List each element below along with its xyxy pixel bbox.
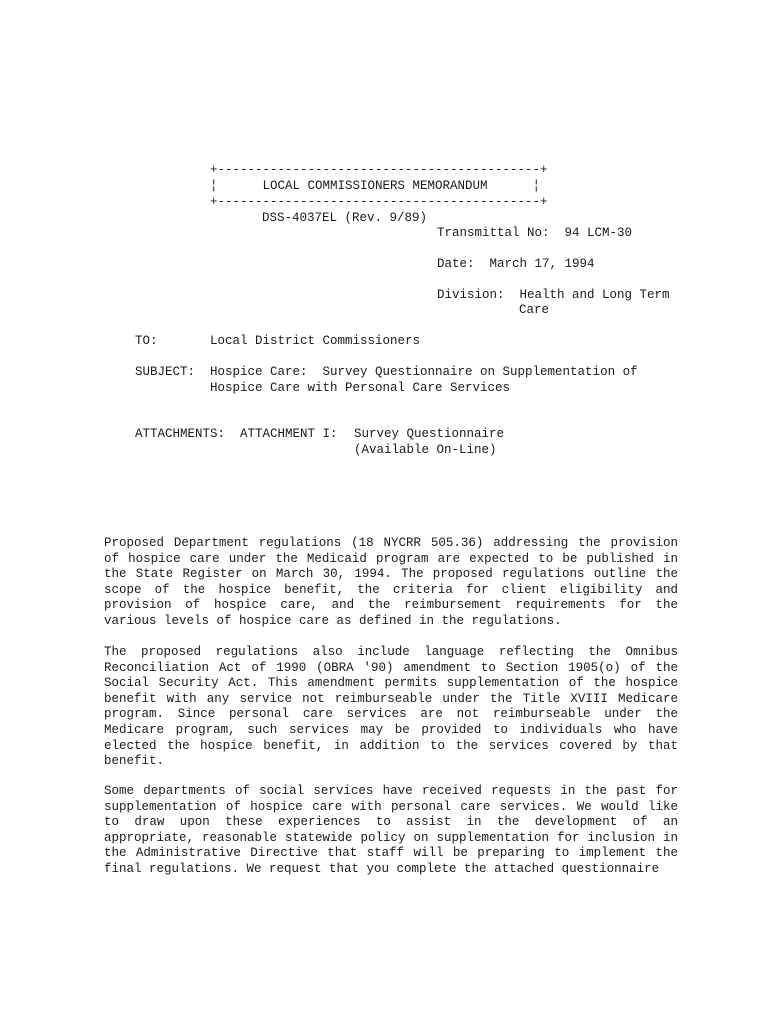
memo-date: Date: March 17, 1994 bbox=[437, 257, 595, 271]
attachment-line-1: Survey Questionnaire bbox=[354, 427, 505, 441]
subject-line-1: Hospice Care: Survey Questionnaire on Supplementation of bbox=[210, 365, 638, 379]
body-paragraph-2: The proposed regulations also include language reflecting the Omnibus Reconciliation Act of 1990 (OBRA '90) amendment to Section 1905(o) of the Social Security Act. This amendment permits supplementation of the hospice benefit with any service not reimburseable under the Title XVIII Medicare program. Since personal care services are not reimburseable under the Medicare program, such services may be provided to individuals who have elected the hospice benefit, in addition to the services covered by that benefit. bbox=[104, 645, 678, 769]
header-title: ¦ LOCAL COMMISSIONERS MEMORANDUM ¦ bbox=[210, 179, 541, 193]
attachment-line-2: (Available On-Line) bbox=[354, 443, 497, 457]
to-label: TO: bbox=[135, 334, 158, 348]
attachments-label: ATTACHMENTS: bbox=[135, 427, 226, 441]
subject-line-2: Hospice Care with Personal Care Services bbox=[210, 381, 511, 395]
transmittal-number: Transmittal No: 94 LCM-30 bbox=[437, 226, 633, 240]
body-paragraph-3: Some departments of social services have received requests in the past for supplementation of hospice care with personal care services. We would like to draw upon these experiences to assist in the development of an appropriate, reasonable statewide policy on supplementation for inclusion in the Administrative Directive that staff will be preparing to implement the final regulations. We request that you complete the attached questionnaire bbox=[104, 784, 678, 876]
division-line-1: Division: Health and Long Term bbox=[437, 288, 670, 302]
body-paragraph-1: Proposed Department regulations (18 NYCRR 505.36) addressing the provision of hospice care under the Medicaid program are expected to be published in the State Register on March 30, 1994. The proposed regulations outline the scope of the hospice benefit, the criteria for client eligibility and provision of hospice care, and the reimbursement requirements for the various levels of hospice care as defined in the regulations. bbox=[104, 536, 678, 628]
to-value: Local District Commissioners bbox=[210, 334, 421, 348]
division-line-2: Care bbox=[519, 303, 550, 317]
header-border-bottom: +-------------------------------------------+ bbox=[210, 195, 548, 209]
attachment-name: ATTACHMENT I: bbox=[240, 427, 338, 441]
header-border-top: +-------------------------------------------+ bbox=[210, 163, 548, 177]
form-number: DSS-4037EL (Rev. 9/89) bbox=[262, 211, 428, 225]
subject-label: SUBJECT: bbox=[135, 365, 196, 379]
